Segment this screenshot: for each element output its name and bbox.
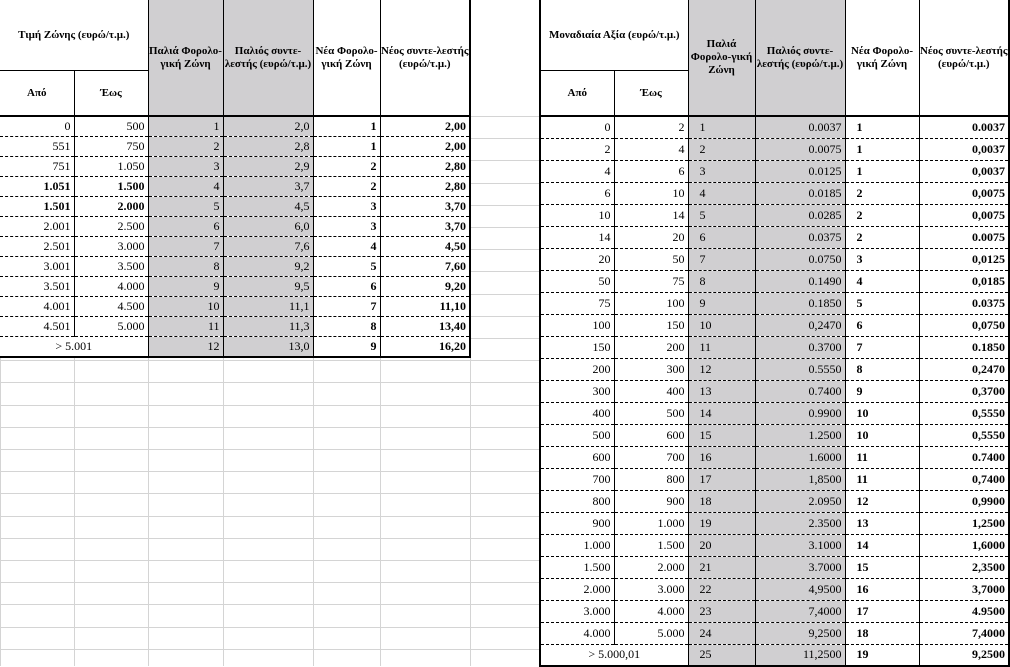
old-coef-cell: 9,5	[223, 277, 313, 297]
old-coef-cell: 0.0375	[755, 226, 845, 248]
range-to-cell: 750	[74, 137, 148, 157]
range-from-cell: 100	[540, 314, 614, 336]
old-coef-cell: 3,7	[223, 177, 313, 197]
old-zone-cell: 10	[688, 314, 755, 336]
header-new-coef: Νέος συντε-λεστής (ευρώ/τ.μ.)	[380, 0, 470, 116]
range-from-cell: 1.051	[0, 177, 74, 197]
range-to-cell: 500	[74, 116, 148, 137]
new-coef-cell: 0,0125	[919, 248, 1009, 270]
table-row	[540, 182, 1009, 204]
range-from-cell: 400	[540, 402, 614, 424]
range-to-cell: 5.000	[614, 622, 688, 644]
new-zone-cell: 2	[845, 182, 919, 204]
old-coef-cell: 2,9	[223, 157, 313, 177]
range-to-cell: 3.500	[74, 257, 148, 277]
header-from: Από	[540, 71, 614, 117]
new-zone-cell: 15	[845, 556, 919, 578]
table-row	[540, 556, 1009, 578]
old-coef-cell: 4,5	[223, 197, 313, 217]
new-coef-cell: 0.1850	[919, 336, 1009, 358]
table-row	[540, 138, 1009, 160]
range-to-cell: 800	[614, 468, 688, 490]
range-from-cell: 3.001	[0, 257, 74, 277]
table-row	[540, 490, 1009, 512]
old-zone-cell: 7	[148, 237, 223, 257]
range-to-cell: 3.000	[614, 578, 688, 600]
header-unit-value: Μοναδιαία Αξία (ευρώ/τ.μ.)	[540, 0, 688, 71]
range-to-cell: 400	[614, 380, 688, 402]
new-coef-cell: 0,0075	[919, 204, 1009, 226]
old-zone-cell: 18	[688, 490, 755, 512]
old-coef-cell: 9,2500	[755, 622, 845, 644]
new-zone-cell: 1	[313, 116, 380, 137]
range-from-cell: 700	[540, 468, 614, 490]
range-to-cell: 4.500	[74, 297, 148, 317]
new-coef-cell: 2,00	[380, 137, 470, 157]
header-to: Έως	[74, 71, 148, 117]
old-zone-cell: 25	[688, 644, 755, 666]
new-zone-cell: 16	[845, 578, 919, 600]
new-zone-cell: 2	[313, 177, 380, 197]
old-zone-cell: 13	[688, 380, 755, 402]
new-coef-cell: 3,7000	[919, 578, 1009, 600]
new-coef-cell: 3,70	[380, 197, 470, 217]
table-row	[540, 644, 1009, 666]
old-coef-cell: 11,1	[223, 297, 313, 317]
new-zone-cell: 2	[845, 204, 919, 226]
table-row	[540, 314, 1009, 336]
range-to-cell: 2.000	[614, 556, 688, 578]
old-zone-cell: 16	[688, 446, 755, 468]
range-from-cell: 500	[540, 424, 614, 446]
new-coef-cell: 0.7400	[919, 446, 1009, 468]
table-row	[540, 578, 1009, 600]
table-row	[0, 297, 470, 317]
range-from-cell: 4.001	[0, 297, 74, 317]
table-row	[540, 336, 1009, 358]
range-to-cell: 75	[614, 270, 688, 292]
header-old-zone: Παλιά Φορολο-γική Ζώνη	[688, 0, 755, 116]
new-coef-cell: 13,40	[380, 317, 470, 337]
new-zone-cell: 1	[313, 137, 380, 157]
range-from-cell: 0	[540, 116, 614, 138]
old-coef-cell: 2,0	[223, 116, 313, 137]
range-to-cell: 50	[614, 248, 688, 270]
new-zone-cell: 2	[845, 226, 919, 248]
new-coef-cell: 4.9500	[919, 600, 1009, 622]
new-coef-cell: 0.0075	[919, 226, 1009, 248]
table-row	[0, 337, 470, 358]
new-coef-cell: 0,0185	[919, 270, 1009, 292]
new-zone-cell: 12	[845, 490, 919, 512]
table-row	[0, 277, 470, 297]
table-row	[540, 226, 1009, 248]
table-row	[0, 116, 470, 137]
new-zone-cell: 5	[845, 292, 919, 314]
range-to-cell: 100	[614, 292, 688, 314]
old-zone-cell: 1	[688, 116, 755, 138]
old-coef-cell: 0.3700	[755, 336, 845, 358]
old-zone-cell: 12	[688, 358, 755, 380]
old-zone-cell: 2	[148, 137, 223, 157]
old-coef-cell: 7,6	[223, 237, 313, 257]
old-zone-cell: 2	[688, 138, 755, 160]
table-row	[0, 237, 470, 257]
old-zone-cell: 11	[688, 336, 755, 358]
new-zone-cell: 14	[845, 534, 919, 556]
new-coef-cell: 4,50	[380, 237, 470, 257]
range-from-cell: 14	[540, 226, 614, 248]
new-zone-cell: 8	[845, 358, 919, 380]
old-zone-cell: 17	[688, 468, 755, 490]
new-zone-cell: 18	[845, 622, 919, 644]
table-row	[540, 380, 1009, 402]
old-zone-cell: 5	[148, 197, 223, 217]
range-to-cell: 1.050	[74, 157, 148, 177]
header-from: Από	[0, 71, 74, 117]
old-zone-cell: 8	[148, 257, 223, 277]
old-zone-cell: 14	[688, 402, 755, 424]
old-coef-cell: 6,0	[223, 217, 313, 237]
old-coef-cell: 1,8500	[755, 468, 845, 490]
new-coef-cell: 9,2500	[919, 644, 1009, 666]
new-coef-cell: 3,70	[380, 217, 470, 237]
table-row	[0, 197, 470, 217]
new-coef-cell: 0.0375	[919, 292, 1009, 314]
old-zone-cell: 21	[688, 556, 755, 578]
range-from-cell: 4.501	[0, 317, 74, 337]
old-coef-cell: 4,9500	[755, 578, 845, 600]
old-coef-cell: 0,2470	[755, 314, 845, 336]
range-to-cell: 200	[614, 336, 688, 358]
header-old-coef: Παλιός συντε-λεστής (ευρώ/τ.μ.)	[223, 0, 313, 116]
range-from-cell: 2.001	[0, 217, 74, 237]
range-from-cell: 1.500	[540, 556, 614, 578]
new-zone-cell: 6	[845, 314, 919, 336]
new-coef-cell: 0,2470	[919, 358, 1009, 380]
range-to-cell: 3.000	[74, 237, 148, 257]
new-zone-cell: 1	[845, 138, 919, 160]
old-coef-cell: 3.7000	[755, 556, 845, 578]
old-coef-cell: 1.6000	[755, 446, 845, 468]
new-zone-cell: 6	[313, 277, 380, 297]
range-to-cell: 1.500	[614, 534, 688, 556]
table-row	[540, 534, 1009, 556]
range-to-cell: 1.000	[614, 512, 688, 534]
unit-value-table	[539, 0, 1010, 667]
range-to-cell: 900	[614, 490, 688, 512]
range-from-cell: 600	[540, 446, 614, 468]
new-zone-cell: 9	[313, 337, 380, 358]
old-zone-cell: 23	[688, 600, 755, 622]
old-coef-cell: 2.0950	[755, 490, 845, 512]
old-coef-cell: 0.5550	[755, 358, 845, 380]
old-coef-cell: 0.0075	[755, 138, 845, 160]
old-zone-cell: 5	[688, 204, 755, 226]
old-zone-cell: 4	[148, 177, 223, 197]
range-from-cell: 3.000	[540, 600, 614, 622]
new-coef-cell: 0,5550	[919, 402, 1009, 424]
new-zone-cell: 11	[845, 446, 919, 468]
table-row	[540, 116, 1009, 138]
old-zone-cell: 6	[148, 217, 223, 237]
table-row	[540, 424, 1009, 446]
range-from-cell: 3.501	[0, 277, 74, 297]
old-coef-cell: 0.7400	[755, 380, 845, 402]
new-zone-cell: 7	[845, 336, 919, 358]
new-coef-cell: 7,60	[380, 257, 470, 277]
old-zone-cell: 20	[688, 534, 755, 556]
old-zone-cell: 11	[148, 317, 223, 337]
new-zone-cell: 1	[845, 160, 919, 182]
range-to-cell: 5.000	[74, 317, 148, 337]
range-to-cell: 600	[614, 424, 688, 446]
range-to-cell: 4.000	[74, 277, 148, 297]
table-row	[540, 468, 1009, 490]
range-to-cell: 300	[614, 358, 688, 380]
new-zone-cell: 1	[845, 116, 919, 138]
zone-value-table	[0, 0, 471, 358]
range-from-cell: 150	[540, 336, 614, 358]
header-old-coef: Παλιός συντε-λεστής (ευρώ/τ.μ.)	[755, 0, 845, 116]
table-row	[540, 270, 1009, 292]
old-coef-cell: 0.0285	[755, 204, 845, 226]
new-coef-cell: 9,20	[380, 277, 470, 297]
range-from-cell: 50	[540, 270, 614, 292]
range-from-cell: 4	[540, 160, 614, 182]
old-zone-cell: 8	[688, 270, 755, 292]
new-zone-cell: 17	[845, 600, 919, 622]
range-to-cell: 20	[614, 226, 688, 248]
old-coef-cell: 0.9900	[755, 402, 845, 424]
range-from-cell: 751	[0, 157, 74, 177]
new-coef-cell: 0,3700	[919, 380, 1009, 402]
table-row	[540, 292, 1009, 314]
old-coef-cell: 3.1000	[755, 534, 845, 556]
old-zone-cell: 7	[688, 248, 755, 270]
old-coef-cell: 2.3500	[755, 512, 845, 534]
table-row	[0, 257, 470, 277]
new-zone-cell: 4	[845, 270, 919, 292]
new-coef-cell: 0.0037	[919, 116, 1009, 138]
old-coef-cell: 11,3	[223, 317, 313, 337]
old-zone-cell: 22	[688, 578, 755, 600]
new-zone-cell: 9	[845, 380, 919, 402]
table-row	[540, 358, 1009, 380]
range-to-cell: 2	[614, 116, 688, 138]
old-zone-cell: 1	[148, 116, 223, 137]
table-row	[0, 157, 470, 177]
old-zone-cell: 10	[148, 297, 223, 317]
range-from-cell: 900	[540, 512, 614, 534]
new-zone-cell: 19	[845, 644, 919, 666]
old-zone-cell: 9	[688, 292, 755, 314]
new-zone-cell: 5	[313, 257, 380, 277]
new-coef-cell: 0,0750	[919, 314, 1009, 336]
new-zone-cell: 11	[845, 468, 919, 490]
old-coef-cell: 0.0750	[755, 248, 845, 270]
range-to-cell: 4	[614, 138, 688, 160]
old-zone-cell: 6	[688, 226, 755, 248]
range-to-cell: 150	[614, 314, 688, 336]
header-new-coef: Νέος συντε-λεστής (ευρώ/τ.μ.)	[919, 0, 1009, 116]
new-coef-cell: 0,5550	[919, 424, 1009, 446]
new-zone-cell: 7	[313, 297, 380, 317]
old-zone-cell: 3	[148, 157, 223, 177]
old-zone-cell: 19	[688, 512, 755, 534]
table-row	[540, 402, 1009, 424]
old-coef-cell: 7,4000	[755, 600, 845, 622]
range-merged-cell: > 5.000,01	[540, 644, 688, 666]
table-row	[540, 248, 1009, 270]
new-coef-cell: 1,6000	[919, 534, 1009, 556]
old-coef-cell: 13,0	[223, 337, 313, 358]
old-coef-cell: 0.1850	[755, 292, 845, 314]
range-from-cell: 6	[540, 182, 614, 204]
header-to: Έως	[614, 71, 688, 117]
range-from-cell: 551	[0, 137, 74, 157]
old-zone-cell: 15	[688, 424, 755, 446]
range-from-cell: 20	[540, 248, 614, 270]
new-coef-cell: 2,80	[380, 157, 470, 177]
old-zone-cell: 4	[688, 182, 755, 204]
table-row	[0, 317, 470, 337]
new-coef-cell: 2,00	[380, 116, 470, 137]
range-from-cell: 0	[0, 116, 74, 137]
range-from-cell: 2	[540, 138, 614, 160]
old-coef-cell: 0.1490	[755, 270, 845, 292]
new-zone-cell: 10	[845, 424, 919, 446]
new-coef-cell: 2,80	[380, 177, 470, 197]
old-zone-cell: 3	[688, 160, 755, 182]
new-coef-cell: 0,0037	[919, 138, 1009, 160]
new-coef-cell: 11,10	[380, 297, 470, 317]
old-coef-cell: 0.0185	[755, 182, 845, 204]
table-row	[540, 622, 1009, 644]
header-zone-value: Τιμή Ζώνης (ευρώ/τ.μ.)	[0, 0, 148, 71]
new-coef-cell: 2,3500	[919, 556, 1009, 578]
old-zone-cell: 12	[148, 337, 223, 358]
old-coef-cell: 2,8	[223, 137, 313, 157]
header-new-zone: Νέα Φορολο-γική Ζώνη	[313, 0, 380, 116]
new-coef-cell: 0,0037	[919, 160, 1009, 182]
range-from-cell: 800	[540, 490, 614, 512]
table-row	[540, 204, 1009, 226]
old-zone-cell: 24	[688, 622, 755, 644]
old-coef-cell: 0.0037	[755, 116, 845, 138]
range-from-cell: 300	[540, 380, 614, 402]
new-zone-cell: 4	[313, 237, 380, 257]
range-from-cell: 75	[540, 292, 614, 314]
table-row	[540, 160, 1009, 182]
table-row	[540, 446, 1009, 468]
new-zone-cell: 3	[313, 197, 380, 217]
range-to-cell: 700	[614, 446, 688, 468]
range-to-cell: 1.500	[74, 177, 148, 197]
range-from-cell: 1.000	[540, 534, 614, 556]
old-coef-cell: 11,2500	[755, 644, 845, 666]
new-zone-cell: 8	[313, 317, 380, 337]
old-coef-cell: 1.2500	[755, 424, 845, 446]
range-to-cell: 2.500	[74, 217, 148, 237]
new-coef-cell: 16,20	[380, 337, 470, 358]
range-to-cell: 6	[614, 160, 688, 182]
range-from-cell: 1.501	[0, 197, 74, 217]
table-row	[0, 217, 470, 237]
range-to-cell: 500	[614, 402, 688, 424]
table-row	[540, 512, 1009, 534]
new-coef-cell: 7,4000	[919, 622, 1009, 644]
table-row	[540, 600, 1009, 622]
new-zone-cell: 10	[845, 402, 919, 424]
new-zone-cell: 3	[313, 217, 380, 237]
new-coef-cell: 0,9900	[919, 490, 1009, 512]
table-row	[0, 177, 470, 197]
range-to-cell: 10	[614, 182, 688, 204]
old-coef-cell: 9,2	[223, 257, 313, 277]
new-zone-cell: 2	[313, 157, 380, 177]
range-to-cell: 14	[614, 204, 688, 226]
header-new-zone: Νέα Φορολο-γική Ζώνη	[845, 0, 919, 116]
new-zone-cell: 3	[845, 248, 919, 270]
table-row	[0, 137, 470, 157]
range-from-cell: 10	[540, 204, 614, 226]
new-coef-cell: 0,7400	[919, 468, 1009, 490]
range-merged-cell: > 5.001	[0, 337, 148, 358]
range-from-cell: 2.000	[540, 578, 614, 600]
old-coef-cell: 0.0125	[755, 160, 845, 182]
header-old-zone: Παλιά Φορολο-γική Ζώνη	[148, 0, 223, 116]
new-zone-cell: 13	[845, 512, 919, 534]
new-coef-cell: 1,2500	[919, 512, 1009, 534]
new-coef-cell: 0,0075	[919, 182, 1009, 204]
old-zone-cell: 9	[148, 277, 223, 297]
range-to-cell: 4.000	[614, 600, 688, 622]
range-from-cell: 2.501	[0, 237, 74, 257]
range-to-cell: 2.000	[74, 197, 148, 217]
range-from-cell: 200	[540, 358, 614, 380]
range-from-cell: 4.000	[540, 622, 614, 644]
